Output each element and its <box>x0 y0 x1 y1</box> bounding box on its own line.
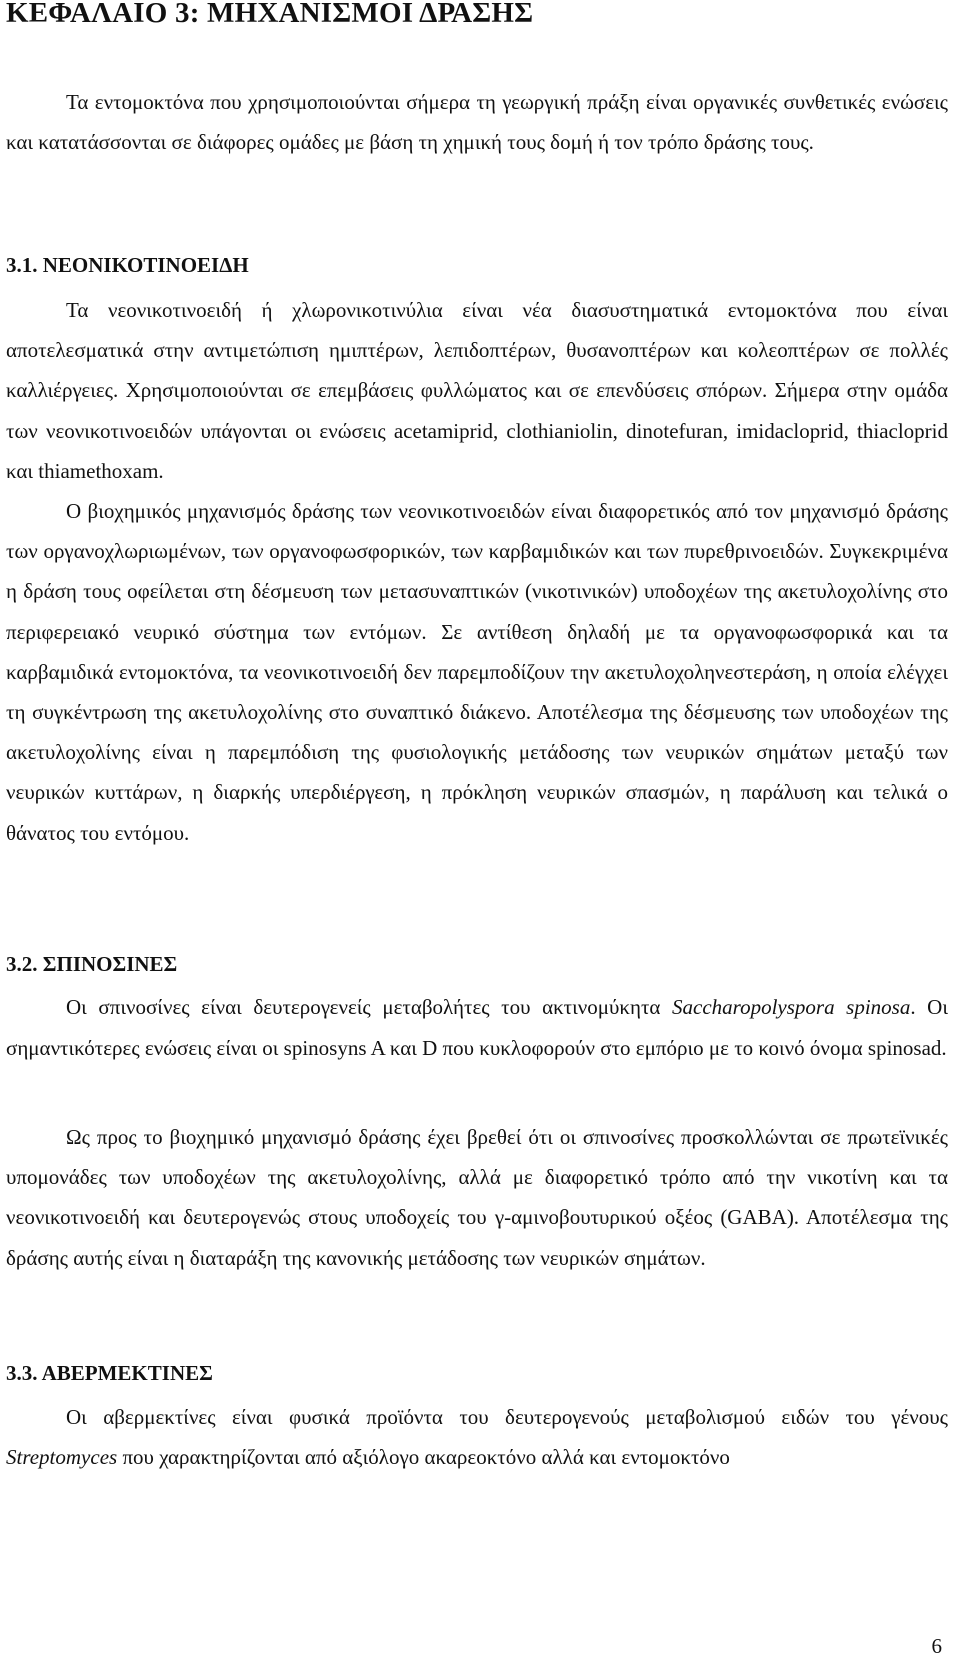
section-3-2-paragraph-2: Ως προς το βιοχημικό μηχανισμό δράσης έχει βρεθεί ότι οι σπινοσίνες προσκολλώνται σε πρωτεϊνικές υπομονάδες των υποδοχέων της ακετυλοχολίνης, αλλά με διαφορετικό τρόπο από την νικοτίνη και τα νεονικοτινοειδή και δευτερογενώς στους υποδοχείς του γ-αμινοβουτυρικού οξέος (GABA). Αποτέλεσμα της δράσης αυτής είναι η διαταράξη της κανονικής μετάδοσης των νευρικών σημάτων. <box>6 1125 948 1270</box>
section-3-2-paragraph-1 <box>6 987 948 1068</box>
section-heading-3-2: 3.2. ΣΠΙΝΟΣΙΝΕΣ <box>6 952 178 976</box>
intro-paragraph: Τα εντομοκτόνα που χρησιμοποιούνται σήμερα τη γεωργική πράξη είναι οργανικές συνθετικές ενώσεις και κατατάσσονται σε διάφορες ομάδες με βάση τη χημική τους δομή ή τον τρόπο δράσης τους. <box>6 90 948 155</box>
section-heading-3-1: 3.1. ΝΕΟΝΙΚΟΤΙΝΟΕΙΔΗ <box>6 253 249 277</box>
page-number: 6 <box>931 1634 942 1658</box>
species-name-saccharopolyspora: Saccharopolyspora spinosa <box>672 995 911 1019</box>
genus-name-streptomyces: Streptomyces <box>6 1445 118 1470</box>
section-3-3-paragraph-1 <box>6 1397 948 1477</box>
document-page <box>6 0 948 1673</box>
section-heading-3-3: 3.3. ΑΒΕΡΜΕΚΤΙΝΕΣ <box>6 1361 213 1385</box>
section-3-3-paragraph-1-text-b: που χαρακτηρίζονται από αξιόλογο ακαρεοκτόνο αλλά και εντομοκτόνο <box>117 1445 730 1470</box>
section-3-1-paragraph-2: Ο βιοχημικός μηχανισμός δράσης των νεονικοτινοειδών είναι διαφορετικός από τον μηχανισμό δράσης των οργανοχλωριωμένων, των οργανοφωσφορικών, των καρβαμιδικών και των πυρεθρινοειδών. Συγκεκριμένα η δράση τους οφείλεται στη δέσμευση των μετασυναπτικών (νικοτινικών) υποδοχέων της ακετυλοχολίνης στο περιφερειακό νευρικό σύστημα των εντόμων. Σε αντίθεση δηλαδή με τα οργανοφωσφορικά και τα καρβαμιδικά εντομοκτόνα, τα νεονικοτινοειδή δεν παρεμποδίζουν την ακετυλοχοληνεστεράση, η οποία ελέγχει τη συγκέντρωση της ακετυλοχολίνης στο συναπτικό διάκενο. Αποτέλεσμα της δέσμευσης των υποδοχέων της ακετυλοχολίνης είναι η παρεμπόδιση της φυσιολογικής μετάδοσης των νευρικών σημάτων μεταξύ των νευρικών κυττάρων, η διαρκής υπερδιέργεση, η πρόκληση νευρικών σπασμών, η παράλυση και τελικά ο θάνατος του εντόμου. <box>6 499 948 845</box>
chapter-title: ΚΕΦΑΛΑΙΟ 3: ΜΗΧΑΝΙΣΜΟΙ ΔΡΑΣΗΣ <box>6 0 534 29</box>
section-3-1-paragraph-1: Τα νεονικοτινοειδή ή χλωρονικοτινύλια είναι νέα διασυστηματικά εντομοκτόνα που είναι αποτελεσματικά στην αντιμετώπιση ημιπτέρων, λεπιδοπτέρων, θυσανοπτέρων και κολεοπτέρων σε πολλές καλλιέργειες. Χρησιμοποιούνται σε επεμβάσεις φυλλώματος και σε επενδύσεις σπόρων. Σήμερα στην ομάδα των νεονικοτινοειδών υπάγονται οι ενώσεις acetamiprid, clothianiolin, dinotefuran, imidacloprid, thiacloprid και thiamethoxam. <box>6 298 948 483</box>
section-3-2-paragraph-1-text-b: . Οι σημαντικότερες ενώσεις είναι οι spinosyns A και D που κυκλοφορούν στο εμπόριο με το κοινό όνομα spinosad. <box>6 995 948 1060</box>
section-3-3-paragraph-1-text-a: Οι αβερμεκτίνες είναι φυσικά προϊόντα του δευτερογενούς μεταβολισμού ειδών του γένους <box>66 1405 948 1429</box>
section-3-2-paragraph-1-text-a: Οι σπινοσίνες είναι δευτερογενείς μεταβολήτες του ακτινομύκητα <box>66 995 673 1019</box>
